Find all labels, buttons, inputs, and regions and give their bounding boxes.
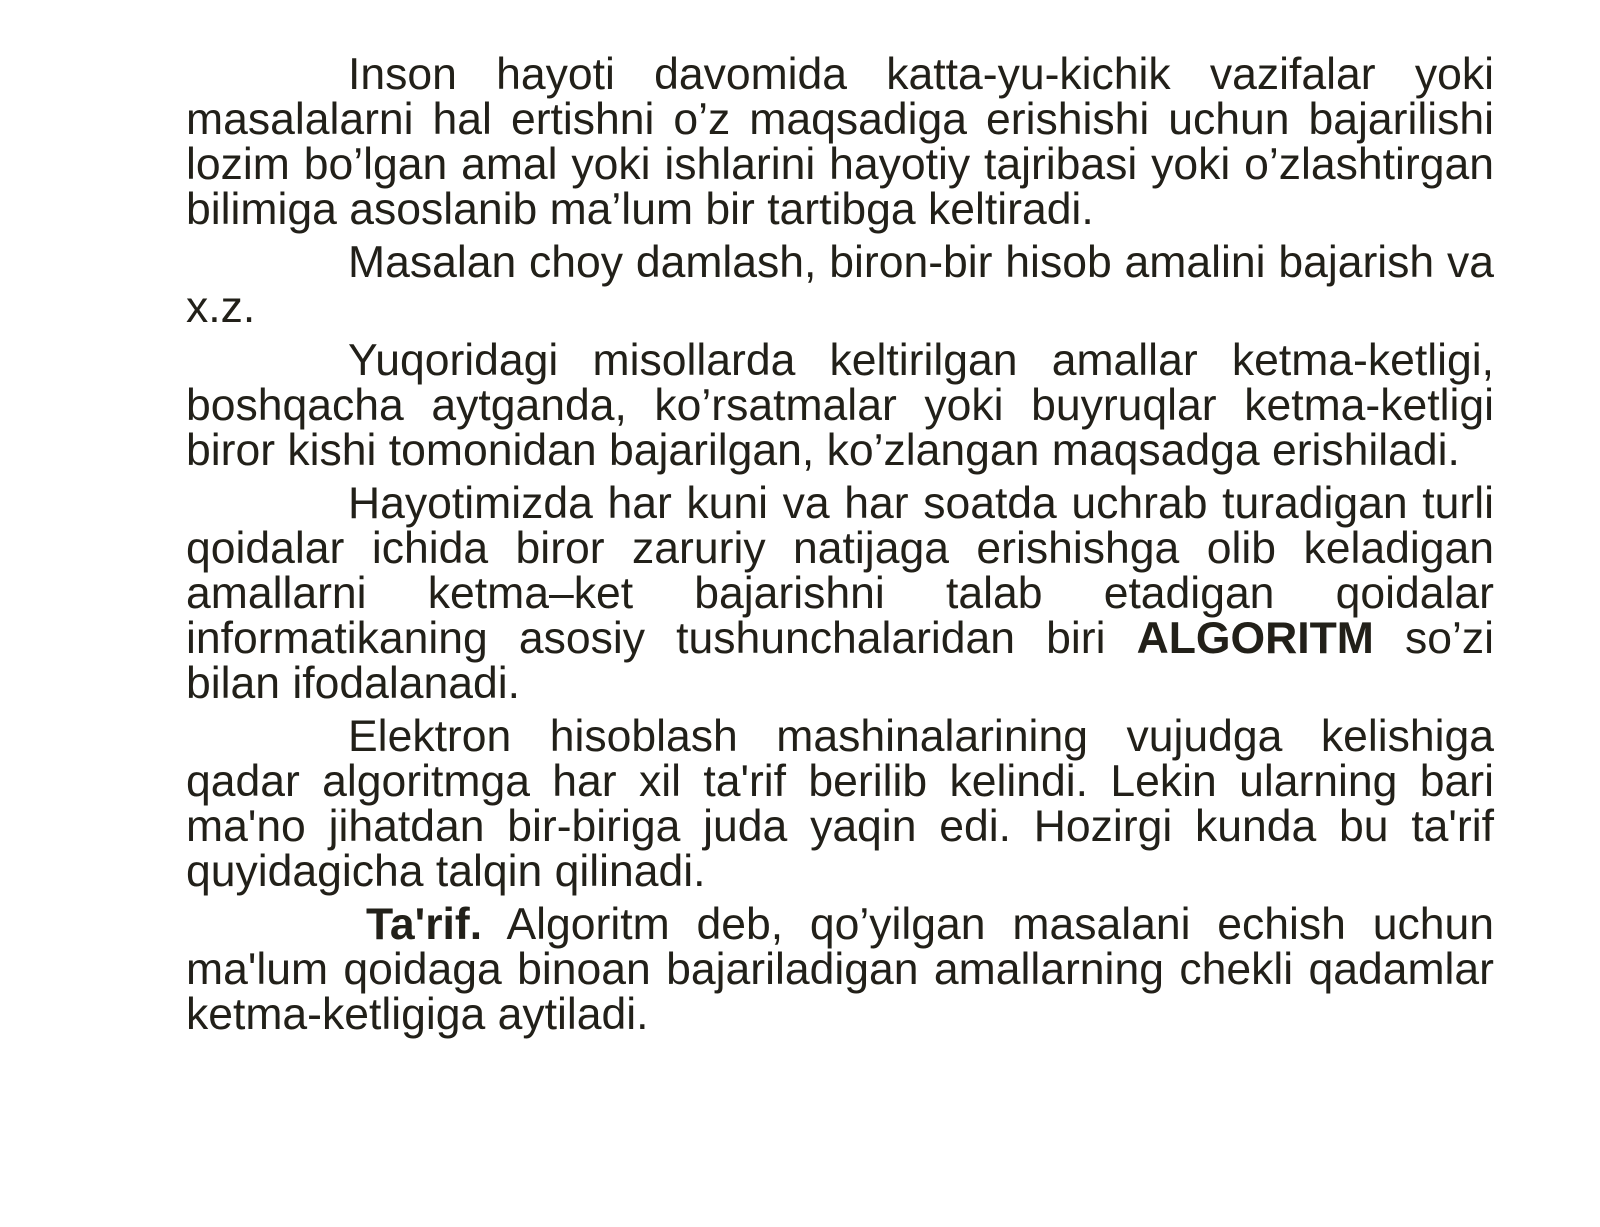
- paragraph-example: [186, 240, 1494, 330]
- paragraph-intro: [186, 52, 1494, 232]
- paragraph-algorithm-text-before: Hayotimizda har kuni va har soatda uchrab turadigan turli qoidalar ichida biror zaruriy natijaga erishishga olib keladigan amallarni ketma–ket bajarishni talab etadigan qoidalar informatikaning asosiy tushunchalaridan biri: [186, 479, 1494, 663]
- paragraph-algorithm-text-after: so’zi bilan ifodalanadi.: [186, 614, 1494, 708]
- paragraph-history-text: Elektron hisoblash mashinalarining vujudga kelishiga qadar algoritmga har xil ta'rif berilib kelindi. Lekin ularning bari ma'no jihatdan bir-biriga juda yaqin edi. Hozirgi kunda bu ta'rif quyidagicha talqin qilinadi.: [186, 712, 1494, 896]
- algorithm-keyword: ALGORITM: [1136, 614, 1374, 663]
- definition-label: Ta'rif.: [366, 900, 483, 949]
- paragraph-sequence: [186, 338, 1494, 473]
- document-page: [186, 52, 1494, 1045]
- definition-text: Algoritm deb, qo’yilgan masalani echish uchun ma'lum qoidaga binoan bajariladigan amallarning chekli qadamlar ketma-ketligiga aytiladi.: [186, 900, 1494, 1039]
- paragraph-history: [186, 714, 1494, 894]
- paragraph-sequence-text: Yuqoridagi misollarda keltirilgan amallar ketma-ketligi, boshqacha aytganda, ko’rsatmalar yoki buyruqlar ketma-ketligi biror kishi tomonidan bajarilgan, ko’zlangan maqsadga erishiladi.: [186, 336, 1494, 475]
- paragraph-example-text: Masalan choy damlash, biron-bir hisob amalini bajarish va x.z.: [186, 238, 1494, 332]
- paragraph-algorithm-term: [186, 481, 1494, 706]
- paragraph-definition: [186, 902, 1494, 1037]
- paragraph-intro-text: Inson hayoti davomida katta-yu-kichik vazifalar yoki masalalarni hal ertishni o’z maqsadiga erishishi uchun bajarilishi lozim bo’lgan amal yoki ishlarini hayotiy tajribasi yoki o’zlashtirgan bilimiga asoslanib ma’lum bir tartibga keltiradi.: [186, 50, 1494, 234]
